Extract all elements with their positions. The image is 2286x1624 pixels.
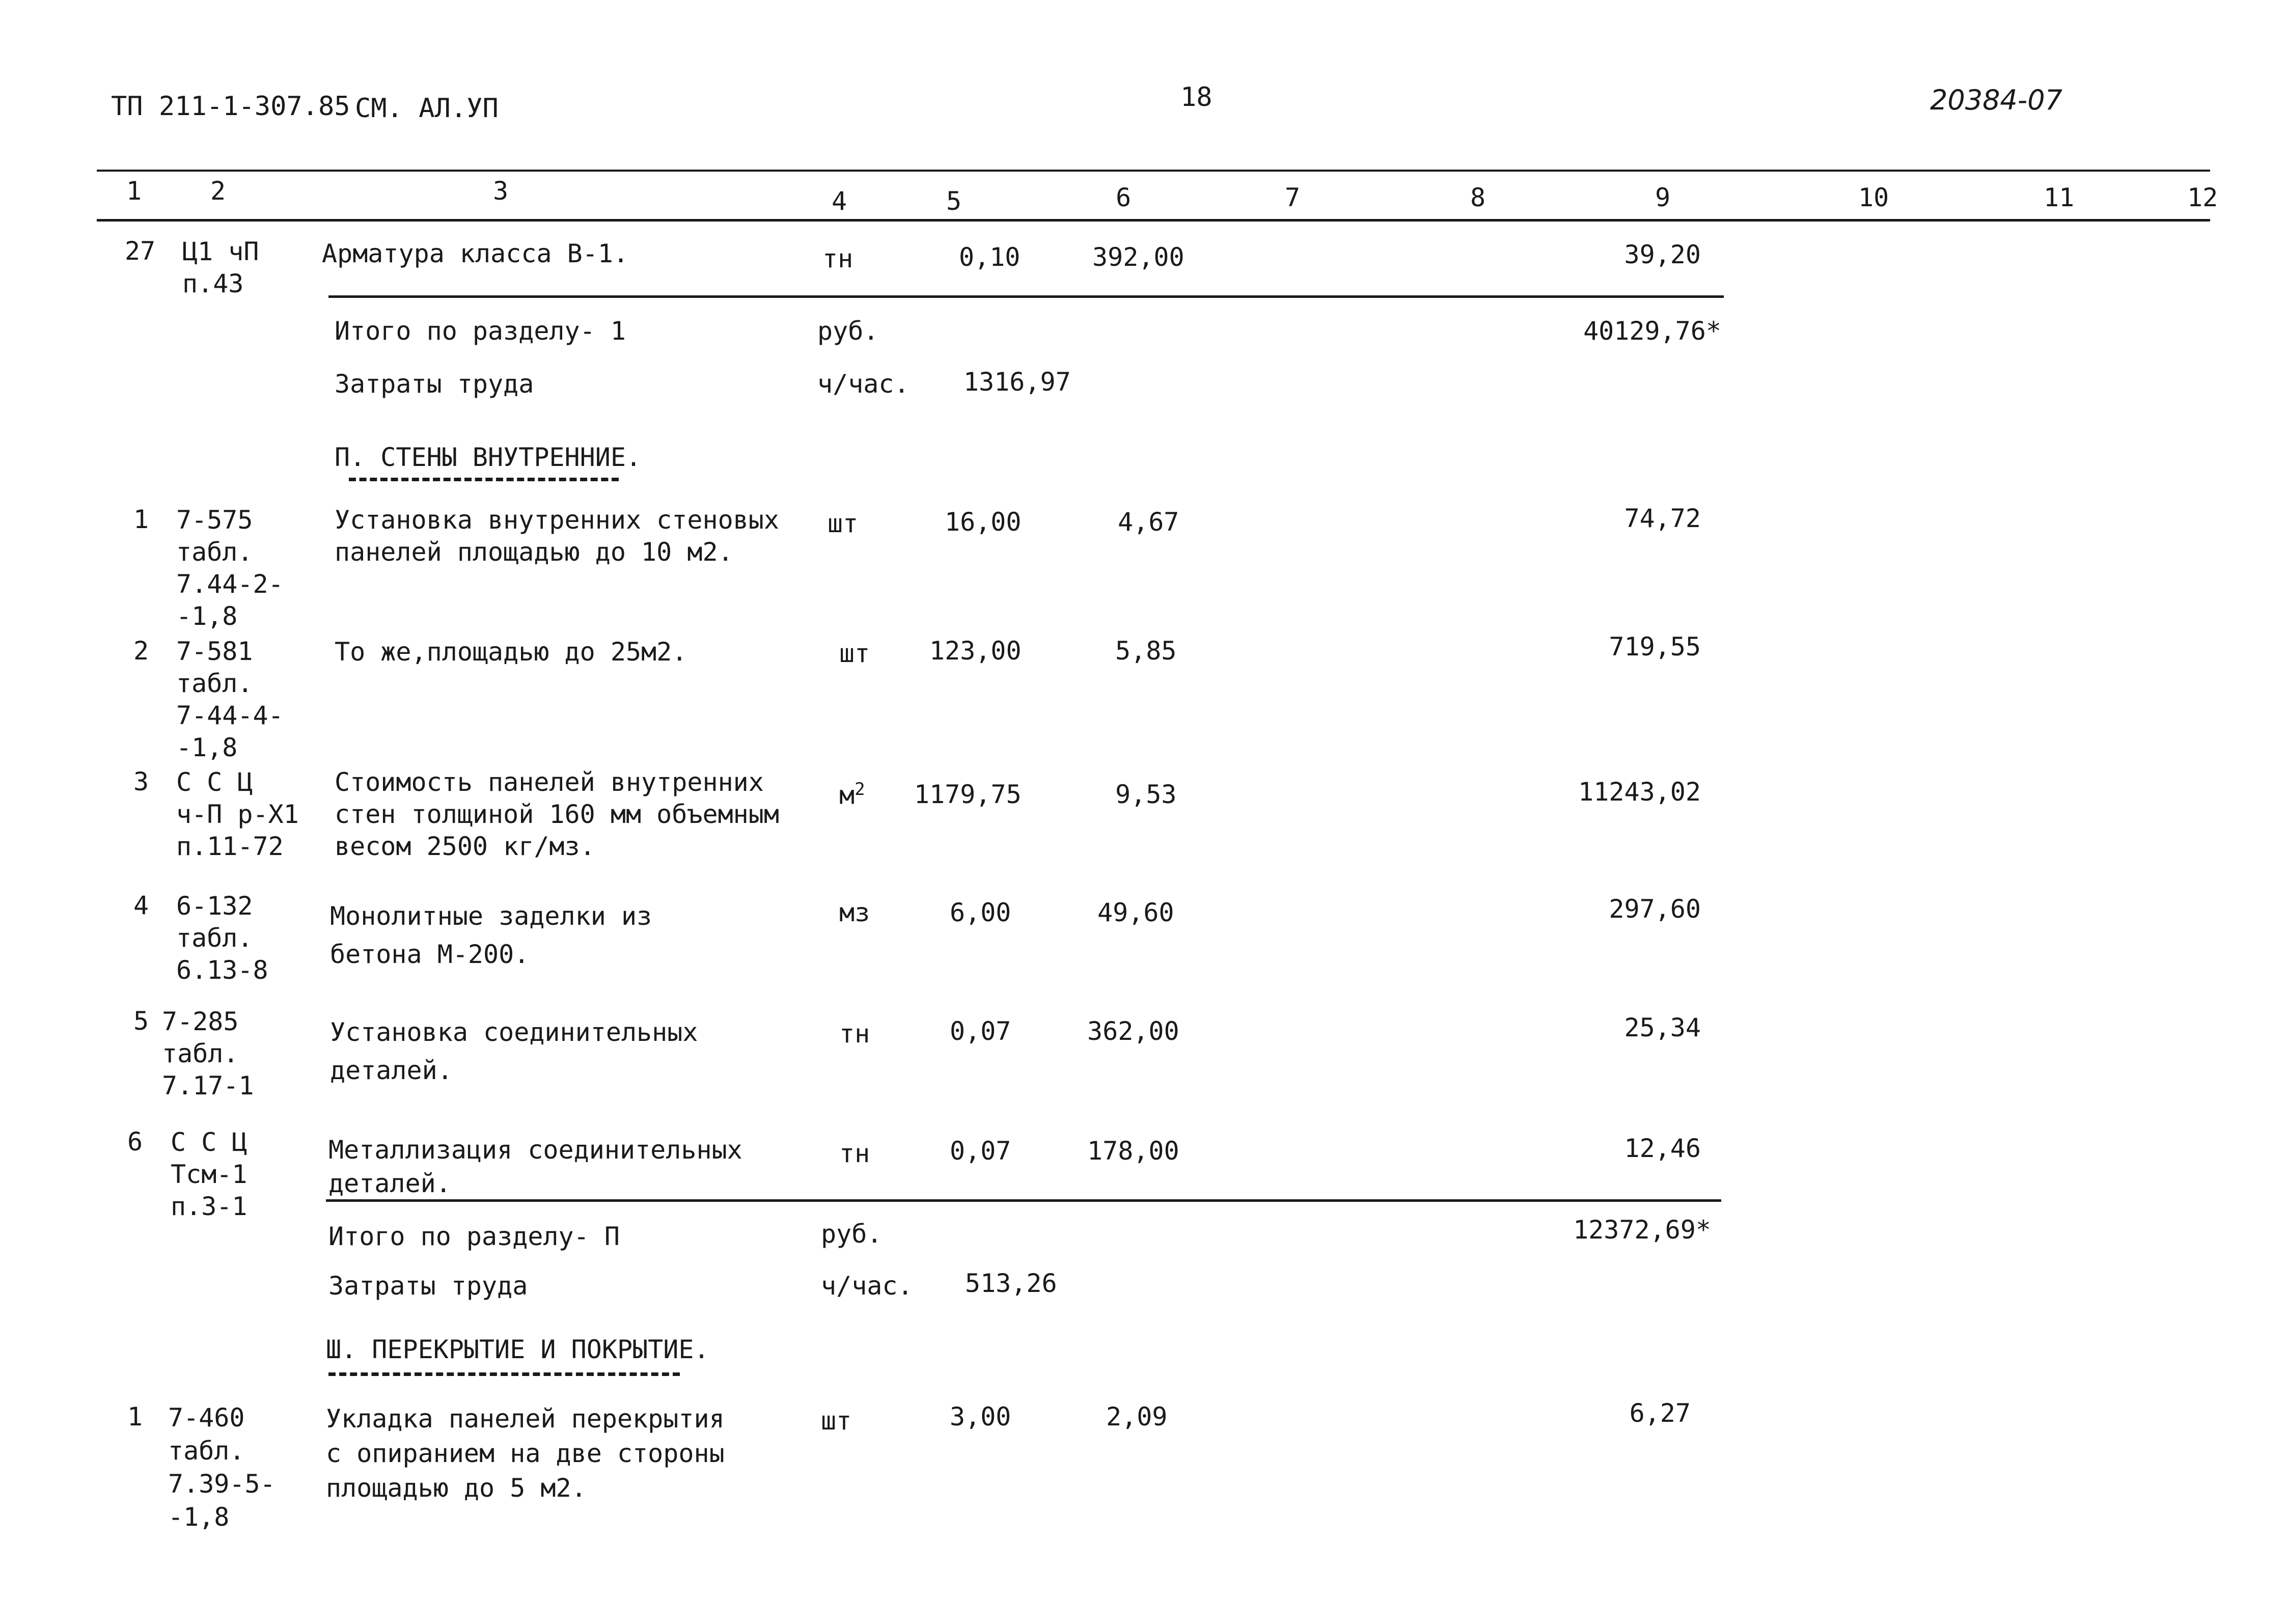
column-header: 1 — [126, 176, 142, 206]
total-cost: 719,55 — [1609, 632, 1701, 662]
row-number: 5 — [133, 1006, 149, 1036]
total-cost: 25,34 — [1624, 1013, 1701, 1042]
column-header: 5 — [946, 186, 962, 216]
quantity: 6,00 — [950, 898, 1011, 927]
column-header: 9 — [1655, 183, 1671, 212]
work-description: То же,площадью до 25м2. — [335, 637, 687, 667]
unit-base: м — [839, 780, 855, 810]
section-title: П. СТЕНЫ ВНУТРЕННИЕ. — [335, 443, 642, 472]
section-underline — [349, 478, 619, 481]
unit: тн — [822, 244, 853, 273]
quantity: 0,07 — [950, 1016, 1011, 1046]
column-header: 12 — [2187, 183, 2218, 212]
unit: ч/час. — [817, 369, 910, 399]
quantity: 123,00 — [929, 636, 1022, 666]
column-header: 10 — [1858, 183, 1889, 212]
quantity: 0,07 — [950, 1136, 1011, 1166]
unit-price: 49,60 — [1097, 898, 1174, 927]
page-number: 18 — [1180, 82, 1213, 113]
quantity: 1179,75 — [914, 780, 1022, 809]
labor-label: Затраты труда — [335, 369, 534, 399]
row-number: 6 — [127, 1127, 143, 1157]
section-underline — [328, 1372, 680, 1376]
column-header: 6 — [1116, 183, 1132, 212]
work-description: Арматура класса В-1. — [322, 239, 629, 268]
unit: руб. — [821, 1219, 883, 1249]
unit: мз — [839, 898, 870, 927]
total-cost: 11243,02 — [1578, 777, 1701, 807]
unit: тн — [839, 1139, 870, 1168]
album-ref: СМ. АЛ.УП — [355, 93, 499, 124]
unit-price: 2,09 — [1106, 1402, 1168, 1432]
labor-label: Затраты труда — [328, 1271, 528, 1301]
total-cost: 6,27 — [1629, 1398, 1691, 1428]
unit: тн — [839, 1019, 870, 1049]
row-number: 4 — [133, 891, 149, 920]
archive-number: 20384-07 — [1930, 84, 2062, 116]
norm-code: Ц1 чП п.43 — [182, 237, 259, 298]
labor-hours: 1316,97 — [963, 367, 1071, 397]
work-description: Установка соединительных деталей. — [330, 1017, 698, 1085]
unit — [839, 779, 865, 811]
unit: шт — [828, 509, 859, 538]
row-number: 2 — [133, 636, 149, 666]
total-cost: 297,60 — [1609, 894, 1701, 924]
section-sum-rule — [326, 1199, 1721, 1202]
unit-superscript: 2 — [855, 779, 865, 800]
unit-price: 178,00 — [1087, 1136, 1179, 1166]
column-header: 3 — [493, 176, 509, 206]
header-top-rule — [97, 170, 2210, 172]
unit-price: 9,53 — [1115, 780, 1177, 809]
row-number: 3 — [133, 767, 149, 796]
quantity: 3,00 — [950, 1402, 1011, 1432]
unit: шт — [821, 1406, 852, 1436]
work-description: Монолитные заделки из бетона М-200. — [330, 901, 652, 969]
norm-code: С С Ц Тсм-1 п.3-1 — [171, 1127, 247, 1221]
work-description: Металлизация соединительных деталей. — [328, 1135, 742, 1198]
header-bottom-rule — [97, 219, 2210, 222]
column-header: 2 — [210, 176, 226, 206]
column-header: 4 — [832, 186, 847, 216]
total-label: Итого по разделу- 1 — [335, 316, 626, 346]
unit-price: 392,00 — [1092, 242, 1185, 272]
total-cost: 12372,69* — [1573, 1215, 1711, 1245]
work-description: Стоимость панелей внутренних стен толщиной 160 мм объемным весом 2500 кг/мз. — [335, 767, 779, 861]
norm-code: 7-285 табл. 7.17-1 — [162, 1007, 254, 1100]
section-title: Ш. ПЕРЕКРЫТИЕ И ПОКРЫТИЕ. — [326, 1335, 709, 1364]
total-cost: 74,72 — [1624, 504, 1701, 533]
unit: шт — [839, 639, 870, 668]
section-sum-rule — [328, 295, 1724, 298]
unit: ч/час. — [821, 1271, 913, 1301]
unit-price: 4,67 — [1118, 507, 1179, 537]
doc-code: ТП 211-1-307.85 — [111, 91, 350, 122]
row-number: 27 — [125, 236, 156, 266]
row-number: 1 — [133, 505, 149, 534]
work-description: Установка внутренних стеновых панелей площадью до 10 м2. — [335, 505, 779, 567]
norm-code: 7-460 табл. 7.39-5- -1,8 — [168, 1403, 276, 1532]
work-description: Укладка панелей перекрытия с опиранием на две стороны площадью до 5 м2. — [326, 1404, 725, 1503]
column-header: 11 — [2044, 183, 2075, 212]
quantity: 16,00 — [945, 507, 1022, 537]
total-cost: 12,46 — [1624, 1134, 1701, 1163]
total-cost: 40129,76* — [1583, 316, 1721, 346]
unit-price: 5,85 — [1115, 636, 1177, 666]
unit: руб. — [817, 316, 879, 346]
labor-hours: 513,26 — [965, 1269, 1057, 1298]
norm-code: С С Ц ч-П р-Х1 п.11-72 — [176, 767, 299, 861]
quantity: 0,10 — [959, 242, 1021, 272]
norm-code: 7-581 табл. 7-44-4- -1,8 — [176, 637, 284, 762]
norm-code: 6-132 табл. 6.13-8 — [176, 891, 268, 985]
unit-price: 362,00 — [1087, 1016, 1179, 1046]
column-header: 7 — [1285, 183, 1301, 212]
total-cost: 39,20 — [1624, 240, 1701, 269]
total-label: Итого по разделу- П — [328, 1222, 620, 1251]
norm-code: 7-575 табл. 7.44-2- -1,8 — [176, 505, 284, 631]
column-header: 8 — [1470, 183, 1486, 212]
row-number: 1 — [127, 1402, 143, 1432]
